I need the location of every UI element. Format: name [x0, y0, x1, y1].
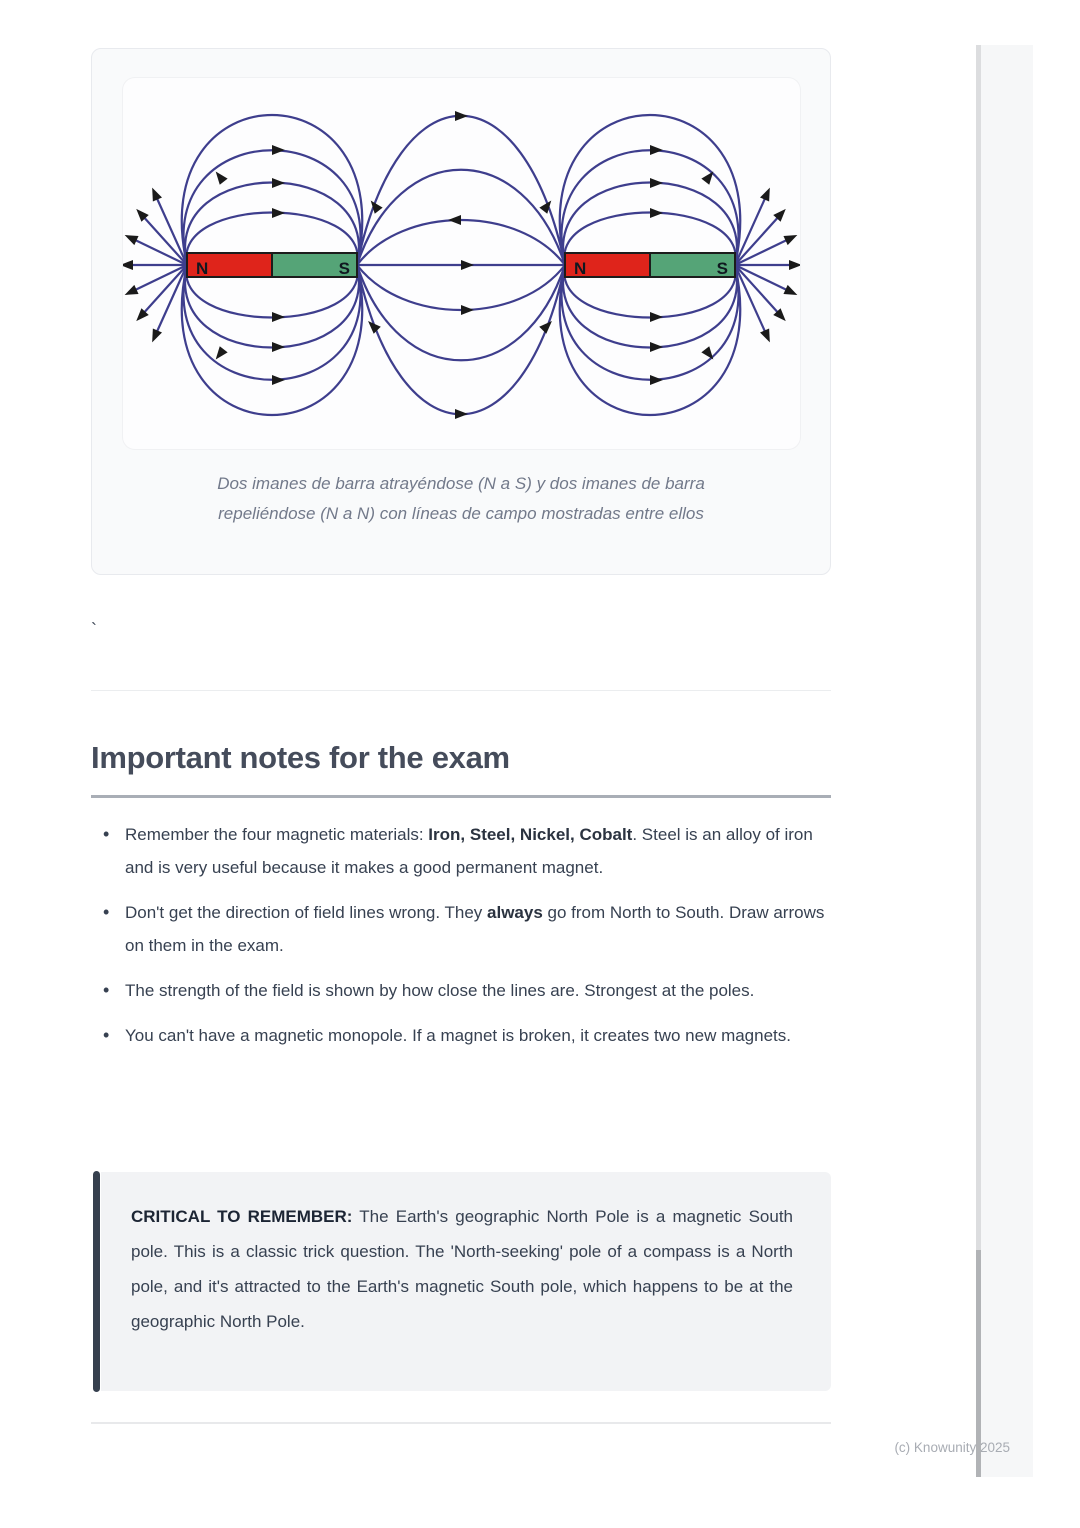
callout-critical-note	[91, 1171, 831, 1392]
callout-accent-bar	[93, 1171, 100, 1392]
list-item: • You can't have a magnetic monopole. If a magnet is broken, it creates two new magnets.	[91, 1019, 831, 1052]
bar-magnet-left	[187, 253, 357, 278]
figure-card	[91, 48, 831, 575]
north-pole-label: N	[196, 259, 209, 278]
figure-caption	[92, 469, 830, 529]
callout-box	[101, 1172, 831, 1391]
callout-label: CRITICAL TO REMEMBER:	[131, 1207, 353, 1226]
copyright-text: (c) Knowunity 2025	[894, 1440, 1010, 1455]
footer-divider	[91, 1422, 831, 1424]
magnet-field-diagram	[123, 78, 800, 449]
heading-underline	[91, 795, 831, 798]
page-title: Important notes for the exam	[91, 740, 510, 775]
exam-notes-list	[91, 818, 831, 1064]
scrollbar-rail[interactable]	[976, 45, 1033, 1477]
bar-magnet-right	[565, 253, 735, 278]
figure-caption-line1: Dos imanes de barra atrayéndose (N a S) y dos imanes de barra	[217, 474, 705, 493]
south-pole-label: S	[338, 259, 350, 278]
north-pole-label: N	[574, 259, 587, 278]
list-item: • The strength of the field is shown by how close the lines are. Strongest at the poles.	[91, 974, 831, 1007]
list-item: • Don't get the direction of field lines wrong. They always go from North to South. Draw arrows on them in the exam.	[91, 896, 831, 962]
magnet-field-svg	[123, 78, 800, 449]
callout-text: CRITICAL TO REMEMBER: The Earth's geographic North Pole is a magnetic South pole. This is a classic trick question. The 'North-seeking' pole of a compass is a North pole, and it's attracted to the Earth's magnetic South pole, which happens to be at the geographic North Pole.	[131, 1207, 794, 1331]
list-item: • Remember the four magnetic materials: Iron, Steel, Nickel, Cobalt. Steel is an alloy of iron and is very useful because it makes a good permanent magnet.	[91, 818, 831, 884]
stray-backtick: `	[91, 620, 97, 640]
section-divider	[91, 690, 831, 691]
figure-caption-line2: repeliéndose (N a N) con líneas de campo mostradas entre ellos	[218, 504, 704, 523]
south-pole-label: S	[716, 259, 728, 278]
